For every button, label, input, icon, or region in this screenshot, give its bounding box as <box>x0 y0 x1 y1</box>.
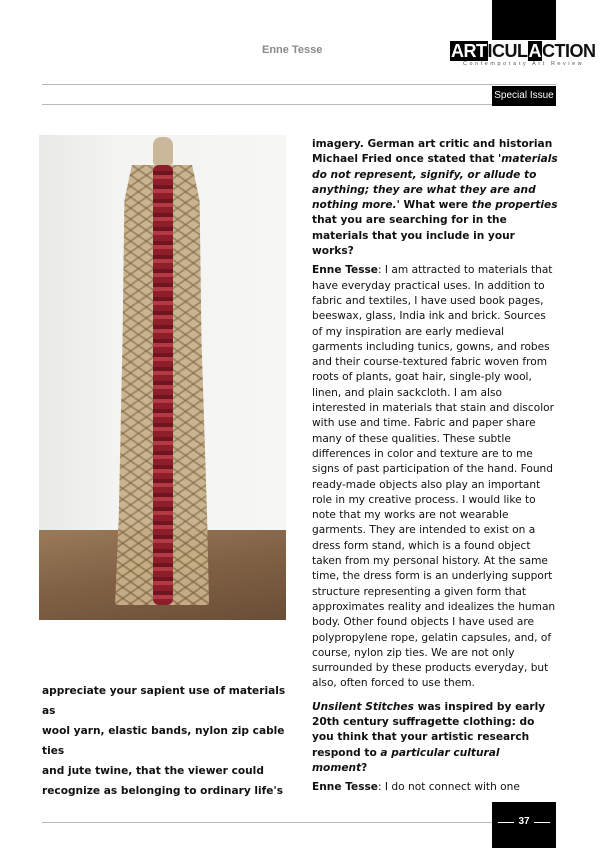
red-spine-band <box>153 165 173 605</box>
footer-rule <box>42 822 556 823</box>
question-1: imagery. German art critic and historian Michael Fried once stated that 'materials do not represent, signify, or allude to anything; they are what they are and nothing more.' What were the properties that you are searching for in the materials that you include in your works? <box>312 138 558 258</box>
artwork-photo <box>39 135 286 620</box>
interview-left-column <box>42 681 292 801</box>
answer-2: Enne Tesse: I do not connect with one <box>312 781 520 794</box>
header-rule <box>42 84 556 85</box>
page-number: 37 <box>514 816 533 827</box>
dress-form-neck <box>153 137 173 165</box>
answer-1: Enne Tesse: I am attracted to materials that have everyday practical uses. In addition to fabric and textiles, I have used book pages, beeswax, glass, India ink and brick. Sources of my inspiration are early medieval garments including tunics, gowns, and robes and their course-textured fabric woven from roots of plants, goat hair, single-ply wool, linen, and plain sackcloth. I am also interested in materials that stain and discolor with use and time. Fabric and paper share many of these qualities. These subtle differences in color and texture are to me signs of past participation of the hand. Found ready-made objects also play an important role in my creative process. I would like to note that my works are not wearable garments. They are intended to exist on a dress form stand, which is a found object taken from my personal history. At the same time, the dress form is an underlying support structure representing a given form that approximates reality and idealizes the human body. Other found objects I have used are polypropylene rope, gelatin capsules, and, of course, nylon zip ties. We are not only surrounded by these products everyday, but also, often forced to use them. <box>312 264 556 690</box>
interview-right-column <box>312 137 558 799</box>
header-black-tab <box>492 0 556 40</box>
magazine-logo: ARTICULACTION <box>451 41 596 61</box>
magazine-tagline: Contemporary Art Review <box>463 61 585 67</box>
left-line: recognize as belonging to ordinary life's <box>42 785 284 797</box>
page-number-tab <box>492 802 556 848</box>
header-author: Enne Tesse <box>262 44 323 56</box>
question-2: Unsilent Stitches was inspired by early 20th century suffragette clothing: do you think that your artistic research respond to a particular cultural moment? <box>312 700 546 774</box>
left-line: appreciate your sapient use of materials as <box>42 685 286 717</box>
left-line: and jute twine, that the viewer could <box>42 765 264 777</box>
section-label: Special Issue <box>492 86 556 106</box>
header-rule-secondary <box>42 104 492 105</box>
left-line: wool yarn, elastic bands, nylon zip cable ties <box>42 725 285 757</box>
